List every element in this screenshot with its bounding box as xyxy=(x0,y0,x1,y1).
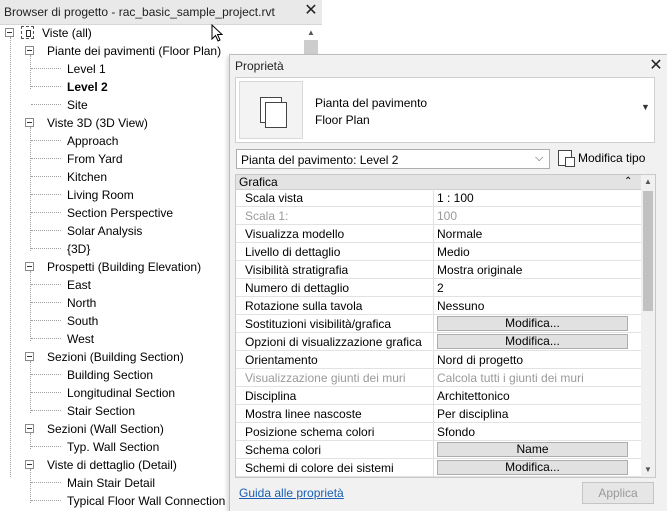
property-name: Scala 1: xyxy=(245,209,289,223)
scrollbar-thumb[interactable] xyxy=(643,191,653,311)
property-value[interactable]: 1 : 100 xyxy=(437,191,474,205)
property-row xyxy=(236,405,641,423)
property-value[interactable]: 2 xyxy=(437,281,444,295)
property-name: Visualizzazione giunti dei muri xyxy=(245,371,406,385)
tree-node-label: Viste di dettaglio (Detail) xyxy=(47,458,177,472)
collapse-icon[interactable] xyxy=(25,352,34,361)
collapse-icon[interactable] xyxy=(25,46,34,55)
group-header-label: Grafica xyxy=(239,175,278,189)
tree-node-label: Sezioni (Wall Section) xyxy=(47,422,164,436)
property-row xyxy=(236,261,641,279)
property-value[interactable]: Nord di progetto xyxy=(437,353,524,367)
collapse-icon[interactable] xyxy=(5,28,14,37)
tree-item-approach[interactable]: Approach xyxy=(67,134,119,148)
tree-item-from-yard[interactable]: From Yard xyxy=(67,152,123,166)
scroll-up-arrow-icon[interactable]: ▲ xyxy=(644,177,652,186)
property-row xyxy=(236,189,641,207)
property-name: Mostra linee nascoste xyxy=(245,407,362,421)
property-name: Posizione schema colori xyxy=(245,425,375,439)
property-row xyxy=(236,369,641,387)
property-row xyxy=(236,351,641,369)
mouse-cursor-icon xyxy=(211,24,223,43)
tree-root-views[interactable] xyxy=(0,24,300,42)
chevron-down-icon[interactable]: ⌵ xyxy=(535,152,544,164)
edit-type-label: Modifica tipo xyxy=(578,151,646,165)
property-row xyxy=(236,333,641,351)
property-value[interactable]: Nessuno xyxy=(437,299,485,313)
tree-item-living-room[interactable]: Living Room xyxy=(67,188,134,202)
property-value[interactable]: Per disciplina xyxy=(437,407,509,421)
tree-item-typical-floor-wall-connection[interactable]: Typical Floor Wall Connection xyxy=(67,494,226,508)
property-name: Schemi di colore dei sistemi xyxy=(245,461,394,475)
tree-item-building-section[interactable]: Building Section xyxy=(67,368,154,382)
instance-filter-dropdown[interactable] xyxy=(236,149,550,169)
close-icon[interactable]: ✕ xyxy=(304,2,318,19)
tree-item-3d[interactable]: {3D} xyxy=(67,242,91,256)
property-row xyxy=(236,387,641,405)
tree-item-level-1[interactable]: Level 1 xyxy=(67,62,106,76)
property-value: 100 xyxy=(437,209,458,223)
property-name: Schema colori xyxy=(245,443,322,457)
property-value[interactable]: Architettonico xyxy=(437,389,510,403)
property-value[interactable]: Medio xyxy=(437,245,470,259)
tree-item-stair-section[interactable]: Stair Section xyxy=(67,404,136,418)
type-name: Floor Plan xyxy=(315,113,370,127)
instance-filter-value: Pianta del pavimento: Level 2 xyxy=(241,153,399,167)
property-name: Orientamento xyxy=(245,353,318,367)
property-name: Sostituzioni visibilità/grafica xyxy=(245,317,392,331)
collapse-caret-icon[interactable]: ⌃ xyxy=(624,176,633,187)
color-scheme-button[interactable]: Name xyxy=(437,442,628,457)
property-name: Disciplina xyxy=(245,389,297,403)
tree-node-label: Piante dei pavimenti (Floor Plan) xyxy=(47,44,222,58)
edit-vg-overrides-button[interactable]: Modifica... xyxy=(437,316,628,331)
tree-item-east[interactable]: East xyxy=(67,278,92,292)
scroll-down-arrow-icon[interactable]: ▼ xyxy=(644,465,652,474)
properties-grid xyxy=(235,174,656,478)
tree-item-main-stair-detail[interactable]: Main Stair Detail xyxy=(67,476,156,490)
tree-node-label: Prospetti (Building Elevation) xyxy=(47,260,202,274)
properties-panel xyxy=(229,54,667,511)
apply-button[interactable]: Applica xyxy=(582,482,654,504)
tree-item-level-2[interactable]: Level 2 xyxy=(67,80,108,94)
property-row xyxy=(236,207,641,225)
property-row xyxy=(236,243,641,261)
property-name: Numero di dettaglio xyxy=(245,281,350,295)
property-row xyxy=(236,225,641,243)
property-row xyxy=(236,459,641,477)
group-header-graphics[interactable] xyxy=(236,175,641,190)
type-family: Pianta del pavimento xyxy=(315,96,428,110)
edit-type-icon xyxy=(558,150,572,166)
properties-scrollbar[interactable] xyxy=(641,175,655,477)
tree-item-site[interactable]: Site xyxy=(67,98,88,112)
edit-type-button[interactable] xyxy=(556,148,656,170)
tree-node-label: Sezioni (Building Section) xyxy=(47,350,184,364)
tree-node-label: Viste 3D (3D View) xyxy=(47,116,148,130)
property-name: Visualizza modello xyxy=(245,227,345,241)
system-color-schemes-button[interactable]: Modifica... xyxy=(437,460,628,475)
collapse-icon[interactable] xyxy=(25,262,34,271)
collapse-icon[interactable] xyxy=(25,460,34,469)
tree-item-section-perspective[interactable]: Section Perspective xyxy=(67,206,174,220)
property-name: Visibilità stratigrafia xyxy=(245,263,349,277)
property-name: Livello di dettaglio xyxy=(245,245,341,259)
tree-item-kitchen[interactable]: Kitchen xyxy=(67,170,108,184)
views-icon xyxy=(21,26,34,39)
property-row xyxy=(236,315,641,333)
collapse-icon[interactable] xyxy=(25,424,34,433)
property-row xyxy=(236,441,641,459)
property-name: Rotazione sulla tavola xyxy=(245,299,363,313)
tree-node-label: Viste (all) xyxy=(42,26,92,40)
tree-item-solar-analysis[interactable]: Solar Analysis xyxy=(67,224,143,238)
tree-item-south[interactable]: South xyxy=(67,314,99,328)
property-value: Calcola tutti i giunti dei muri xyxy=(437,371,584,385)
project-browser-title: Browser di progetto - rac_basic_sample_project.rvt xyxy=(4,5,275,19)
properties-help-link[interactable]: Guida alle proprietà xyxy=(239,486,344,500)
property-value[interactable]: Mostra originale xyxy=(437,263,523,277)
floor-plan-icon xyxy=(239,81,303,139)
property-name: Scala vista xyxy=(245,191,304,205)
edit-graphic-display-button[interactable]: Modifica... xyxy=(437,334,628,349)
property-value[interactable]: Sfondo xyxy=(437,425,476,439)
property-value[interactable]: Normale xyxy=(437,227,483,241)
dropdown-arrow-icon[interactable]: ▼ xyxy=(641,102,650,112)
property-row xyxy=(236,297,641,315)
tree-item-west[interactable]: West xyxy=(67,332,95,346)
property-name: Opzioni di visualizzazione grafica xyxy=(245,335,422,349)
tree-item-north[interactable]: North xyxy=(67,296,97,310)
tree-item-longitudinal-section[interactable]: Longitudinal Section xyxy=(67,386,176,400)
properties-title: Proprietà xyxy=(235,59,284,73)
close-icon[interactable]: ✕ xyxy=(649,57,663,74)
collapse-icon[interactable] xyxy=(25,118,34,127)
type-selector[interactable] xyxy=(235,77,655,143)
scroll-up-arrow-icon[interactable]: ▲ xyxy=(307,28,315,37)
property-row xyxy=(236,423,641,441)
property-row xyxy=(236,279,641,297)
project-browser-titlebar xyxy=(0,0,322,25)
tree-item-typ-wall-section[interactable]: Typ. Wall Section xyxy=(67,440,160,454)
